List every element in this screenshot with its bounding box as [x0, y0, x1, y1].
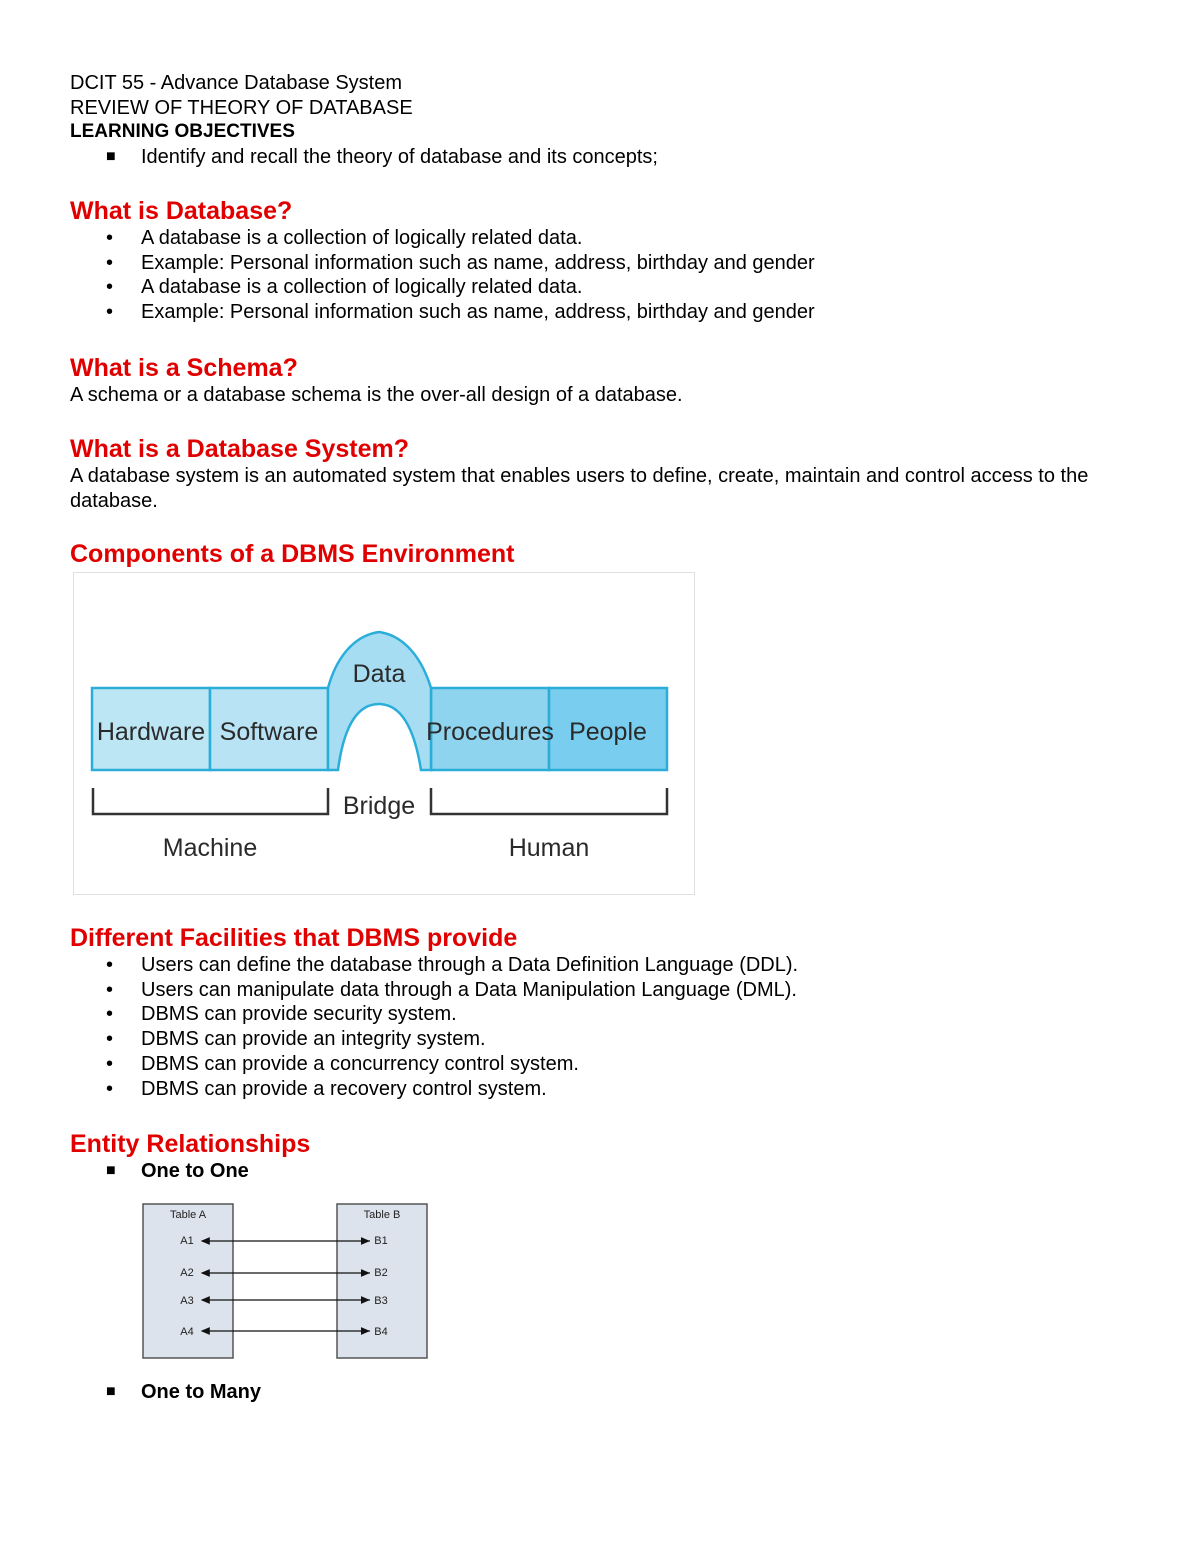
document-header [70, 71, 1130, 169]
list-item: • DBMS can provide a concurrency control system. [106, 1052, 579, 1075]
bullet-icon: • [106, 1052, 114, 1075]
bullet-icon: • [106, 276, 114, 299]
square-bullet-icon: ■ [106, 1383, 116, 1400]
database-section [70, 196, 1130, 325]
dbms-components-diagram [73, 572, 695, 900]
people-label: People [569, 718, 647, 746]
topic-title: REVIEW OF THEORY OF DATABASE [70, 96, 413, 119]
bridge-label: Bridge [342, 792, 416, 820]
list-item: • Users can define the database through a Data Definition Language (DDL). [106, 954, 799, 976]
section-heading: What is Database? [70, 197, 293, 225]
list-item: • DBMS can provide security system. [106, 1003, 457, 1026]
list-item: ■ One to One [106, 1160, 249, 1182]
section-heading: Components of a DBMS Environment [70, 540, 515, 568]
bullet-icon: • [106, 1077, 114, 1100]
relationships-section [70, 1129, 1130, 1184]
table-a-row: A3 [180, 1295, 194, 1307]
table-a-row: A1 [180, 1235, 194, 1247]
human-label: Human [508, 834, 590, 862]
list-item: • A database is a collection of logically related data. [106, 276, 583, 299]
list-item: • A database is a collection of logically related data. [106, 227, 583, 249]
one-to-one-diagram [140, 1200, 432, 1367]
table-b-row: B3 [374, 1295, 388, 1307]
procedures-label: Procedures [426, 718, 554, 746]
course-title: DCIT 55 - Advance Database System [70, 72, 403, 94]
software-label: Software [219, 718, 319, 746]
components-section [70, 539, 1130, 569]
bullet-icon: • [106, 1003, 114, 1026]
section-heading: What is a Database System? [70, 435, 410, 463]
table-a-label: Table A [169, 1209, 207, 1221]
list-item: ■ One to Many [106, 1381, 262, 1403]
table-b-row: B4 [374, 1326, 388, 1338]
list-item: • Users can manipulate data through a Data Manipulation Language (DML). [106, 978, 797, 1001]
system-text: A database system is an automated system that enables users to define, create, maintain and control access to the database. [70, 465, 1089, 512]
bullet-icon: • [106, 301, 114, 324]
relationship-one-to-one [70, 1159, 1130, 1184]
facilities-bullets [70, 953, 1130, 1101]
system-section [70, 434, 1115, 513]
objectives-label: LEARNING OBJECTIVES [70, 121, 295, 142]
table-b-row: B2 [374, 1267, 388, 1279]
one-to-one-svg [140, 1200, 432, 1362]
schema-text: A schema or a database schema is the over-all design of a database. [70, 384, 683, 406]
one-to-many-section [70, 1380, 1130, 1405]
facilities-section [70, 923, 1130, 1101]
dbms-diagram-svg [73, 572, 695, 895]
bullet-icon: • [106, 1028, 114, 1051]
table-a-row: A2 [180, 1267, 194, 1279]
list-item: ■ Identify and recall the theory of database and its concepts; [106, 145, 658, 168]
bullet-icon: • [106, 954, 114, 976]
list-item: • DBMS can provide an integrity system. [106, 1028, 486, 1051]
table-b-label: Table B [363, 1209, 401, 1221]
data-label: Data [352, 660, 406, 688]
bullet-icon: • [106, 978, 114, 1001]
bullet-icon: • [106, 227, 114, 249]
list-item: • DBMS can provide a recovery control system. [106, 1077, 547, 1100]
section-heading: Entity Relationships [70, 1130, 311, 1158]
machine-label: Machine [162, 834, 258, 862]
hardware-label: Hardware [96, 718, 206, 746]
section-heading: Different Facilities that DBMS provide [70, 924, 518, 952]
relationship-one-to-many [70, 1380, 1130, 1405]
list-item: • Example: Personal information such as name, address, birthday and gender [106, 251, 815, 274]
section-heading: What is a Schema? [70, 354, 298, 382]
bullet-icon: • [106, 251, 114, 274]
schema-section [70, 353, 1130, 408]
square-bullet-icon: ■ [106, 147, 116, 165]
table-a-row: A4 [180, 1326, 194, 1338]
square-bullet-icon: ■ [106, 1162, 116, 1179]
list-item: • Example: Personal information such as name, address, birthday and gender [106, 301, 815, 324]
table-b-row: B1 [374, 1235, 388, 1247]
objectives-list [70, 145, 1130, 170]
database-bullets [70, 226, 1130, 325]
